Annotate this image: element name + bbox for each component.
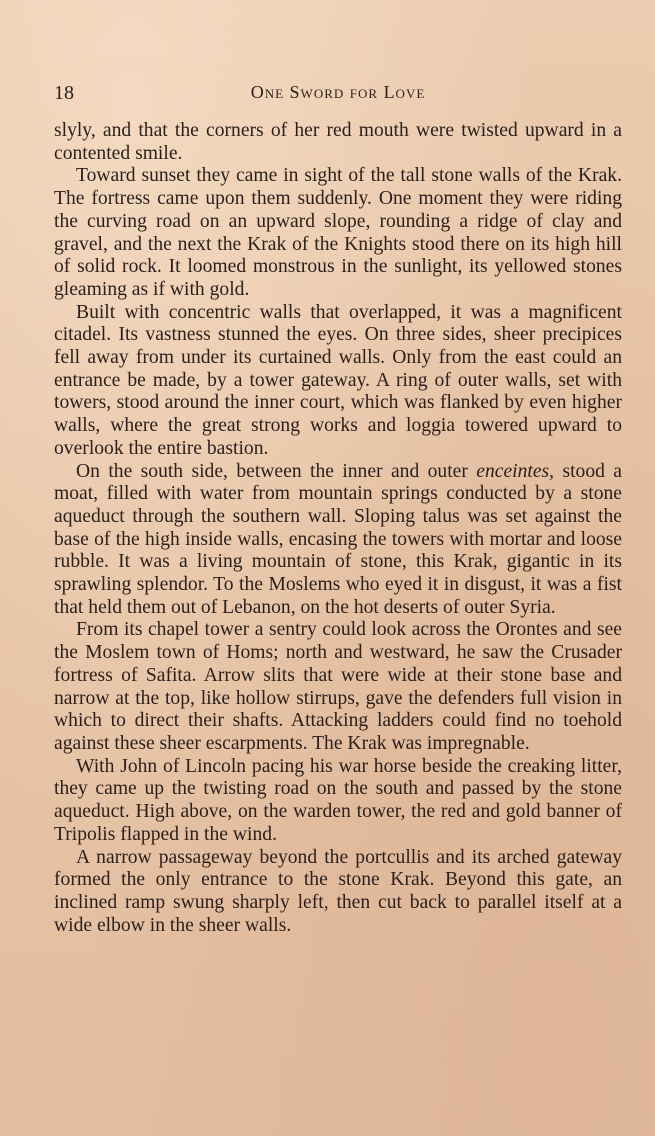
paragraph: Built with concentric walls that overlapped, it was a magnificent citadel. Its vastness stunned the eyes. On three sides, sheer precipices fell away from under its curtained walls. Only from the east could an entrance be made, by a tower gateway. A ring of outer walls, set with towers, stood around the inner court, which was flanked by even higher walls, where the great strong works and loggia towered upward to overlook the entire bastion. [54, 301, 622, 459]
running-title: One Sword for Love [250, 82, 426, 102]
paragraph: With John of Lincoln pacing his war horse beside the creaking litter, they came up the twisting road on the south and passed by the stone aqueduct. High above, on the warden tower, the red and gold banner of Tripolis flapped in the wind. [54, 755, 622, 845]
paragraph-text: On the south side, between the inner and outer [76, 460, 477, 482]
italic-term: enceintes, [476, 460, 555, 482]
page-number: 18 [54, 82, 74, 104]
paragraph [54, 461, 622, 620]
body-text [54, 120, 622, 937]
paragraph: Toward sunset they came in sight of the tall stone walls of the Krak. The fortress came upon them suddenly. One moment they were riding the curving road on an upward slope, rounding a ridge of clay and gravel, and the next the Krak of the Knights stood there on its high hill of solid rock. It loomed monstrous in the sunlight, its yellowed stones gleaming as if with gold. [54, 165, 622, 300]
book-page [54, 82, 622, 937]
paragraph: A narrow passageway beyond the portcullis and its arched gateway formed the only entrance to the stone Krak. Beyond this gate, an inclined ramp swung sharply left, then cut back to parallel itself at a wide elbow in the sheer walls. [54, 846, 622, 936]
paragraph: slyly, and that the corners of her red mouth were twisted upward in a contented smile. [54, 120, 622, 164]
paragraph: From its chapel tower a sentry could look across the Orontes and see the Moslem town of Homs; north and westward, he saw the Crusader fortress of Safita. Arrow slits that were wide at their stone base and narrow at the top, like hollow stirrups, gave the defenders full vision in which to direct their shafts. Attacking ladders could find no toehold against these sheer escarpments. The Krak was impregnable. [54, 619, 622, 754]
page-header [54, 82, 622, 112]
paragraph-text: stood a moat, filled with water from mountain springs conducted by a stone aqueduct through the southern wall. Sloping talus was set against the base of the high inside walls, encasing the towers with mortar and loose rubble. It was a living mountain of stone, this Krak, gigantic in its sprawling splendor. To the Moslems who eyed it in disgust, it was a fist that held them out of Lebanon, on the hot deserts of outer Syria. [54, 460, 622, 618]
